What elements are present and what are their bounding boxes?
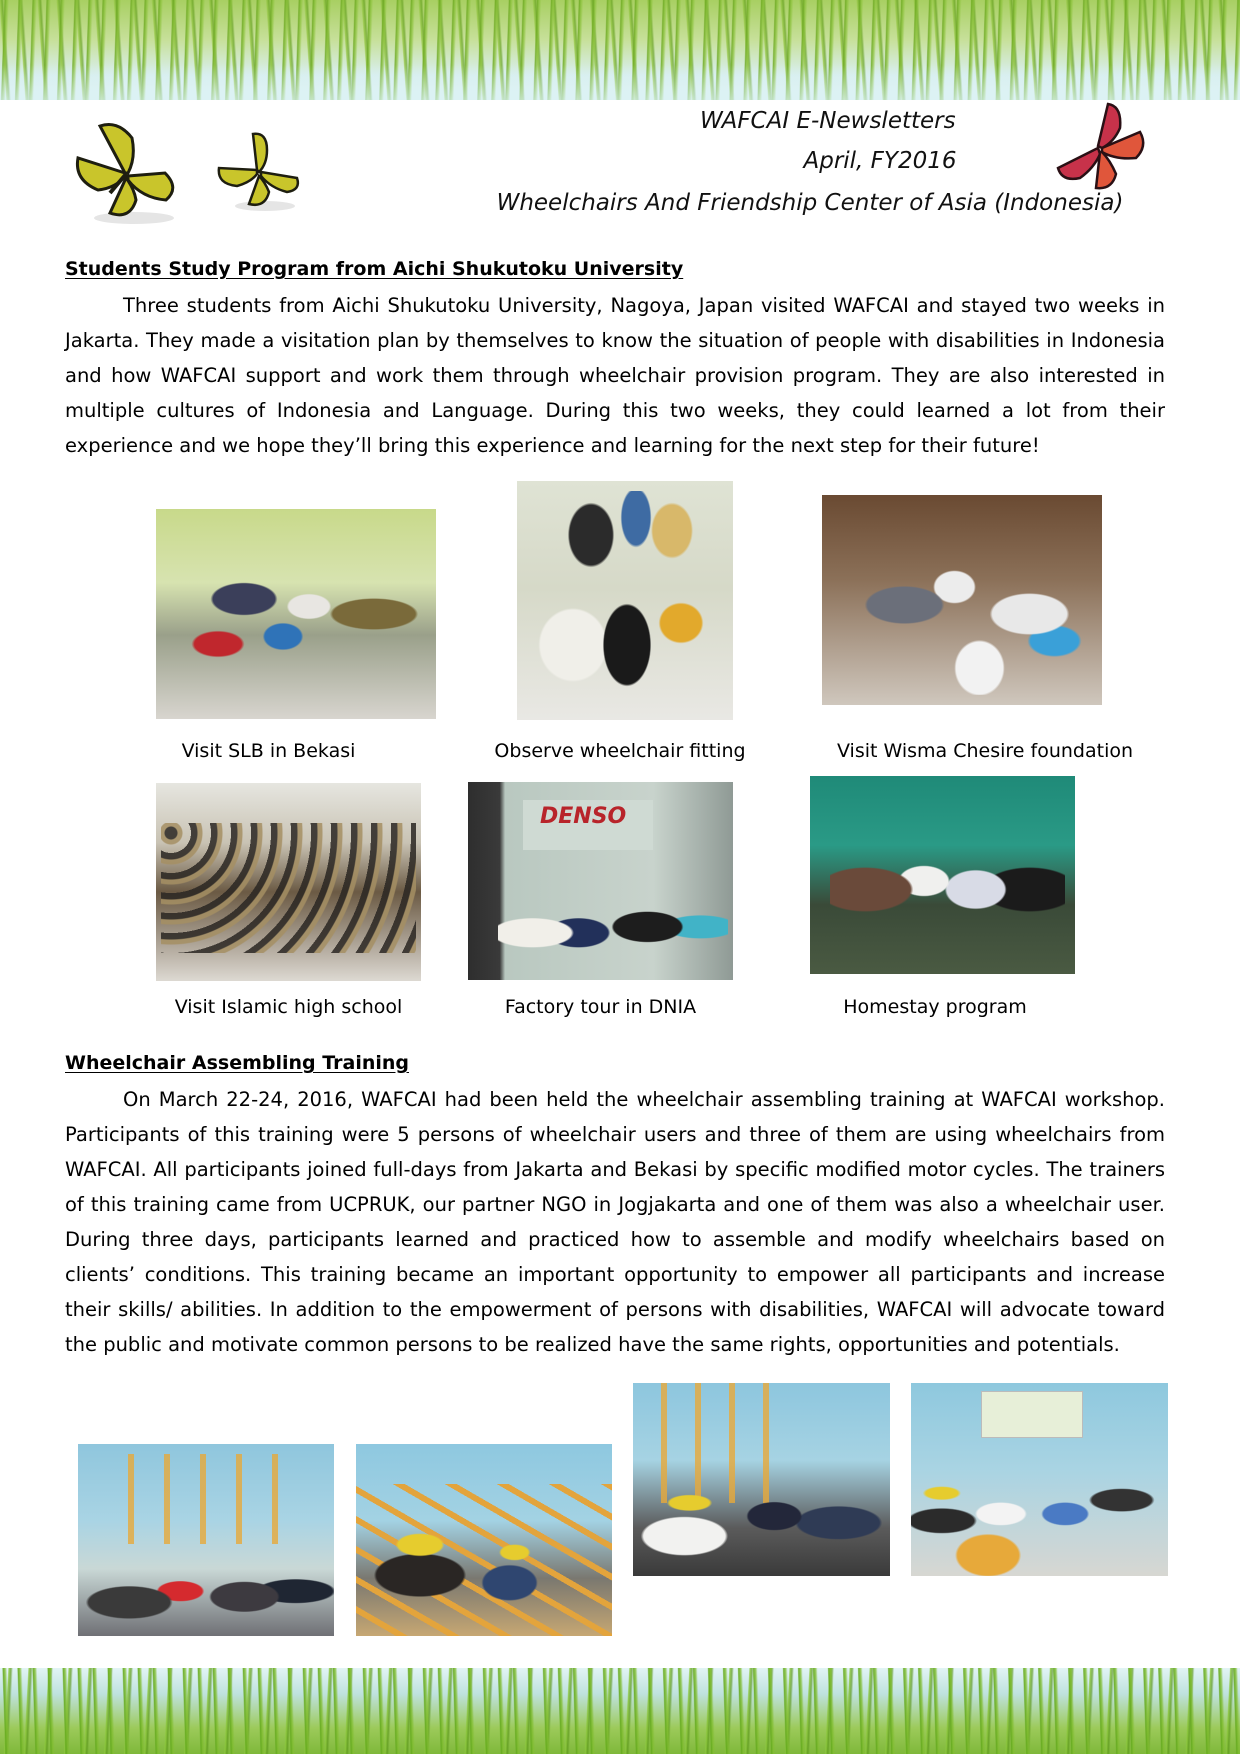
grass-banner-top [0, 0, 1240, 100]
photo-participants-group [911, 1383, 1168, 1576]
yellow-butterfly-icon [215, 128, 305, 213]
newsletter-date: April, FY2016 [803, 148, 957, 174]
photo-caption: Observe wheelchair fitting [494, 740, 746, 762]
photo-assembling-frames [356, 1444, 612, 1636]
photo-caption: Factory tour in DNIA [504, 996, 697, 1018]
photo-caption: Visit Wisma Chesire foundation [836, 740, 1134, 762]
photo-islamic-high-school [156, 783, 421, 981]
grass-banner-bottom [0, 1668, 1240, 1754]
photo-wheelchair-racks [633, 1383, 890, 1576]
photo-factory-tour-dnia [468, 782, 733, 980]
photo-caption: Homestay program [843, 996, 1027, 1018]
photo-homestay-program [810, 776, 1075, 974]
section-body-wheelchair-training: On March 22-24, 2016, WAFCAI had been held the wheelchair assembling training at WAFCAI workshop. Participants of this training were 5 persons of wheelchair users and three of them are using wheelchairs from WAFCAI. All participants joined full-days from Jakarta and Bekasi by specific modified motor cycles. The trainers of this training came from UCPRUK, our partner NGO in Jogjakarta and one of them was also a wheelchair user. During three days, participants learned and practiced how to assemble and modify wheelchairs based on clients’ conditions. This training became an important opportunity to empower all participants and increase their skills/ abilities. In addition to the empowerment of persons with disabilities, WAFCAI will advocate toward the public and motivate common persons to be realized have the same rights, opportunities and potentials. [65, 1088, 1165, 1356]
newsletter-title: WAFCAI E-Newsletters [700, 108, 956, 134]
denso-sign-text: DENSO [540, 804, 627, 829]
yellow-butterfly-icon [70, 118, 190, 228]
photo-caption: Visit Islamic high school [174, 996, 403, 1018]
photo-wisma-chesire [822, 495, 1102, 705]
photo-wheelchair-fitting [517, 481, 733, 720]
photo-visit-slb [156, 509, 436, 719]
section-title-wheelchair-training: Wheelchair Assembling Training [65, 1052, 409, 1074]
organization-name: Wheelchairs And Friendship Center of Asia (Indonesia) [496, 190, 1124, 216]
photo-training-session [78, 1444, 334, 1636]
photo-caption: Visit SLB in Bekasi [181, 740, 356, 762]
section-body-student-study: Three students from Aichi Shukutoku University, Nagoya, Japan visited WAFCAI and stayed two weeks in Jakarta. They made a visitation plan by themselves to know the situation of people with disabilities in Indonesia and how WAFCAI support and work them through wheelchair provision program. They are also interested in multiple cultures of Indonesia and Language. During this two weeks, they could learned a lot from their experience and we hope they’ll bring this experience and learning for the next step for their future! [65, 294, 1165, 457]
section-title-student-study: Students Study Program from Aichi Shukutoku University [65, 258, 684, 280]
